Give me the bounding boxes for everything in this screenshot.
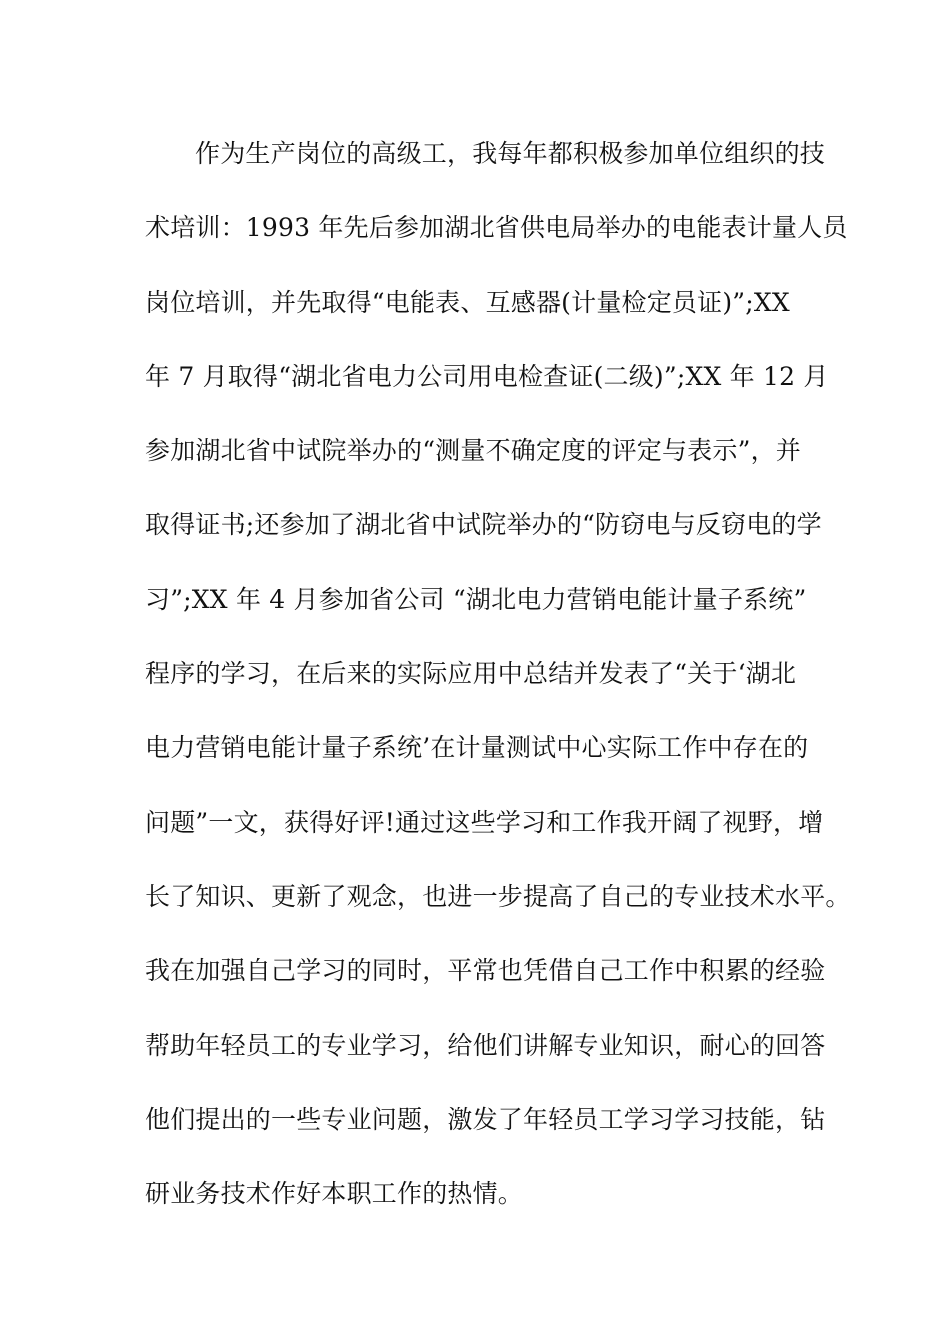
paragraph-line-15: 研业务技术作好本职工作的热情。 <box>145 1179 524 1209</box>
paragraph-line-1: 作为生产岗位的高级工，我每年都积极参加单位组织的技 <box>195 139 826 168</box>
paragraph-line-12: 我在加强自己学习的同时，平常也凭借自己工作中积累的经验 <box>145 956 826 986</box>
paragraph-line-13: 帮助年轻员工的专业学习，给他们讲解专业知识，耐心的回答 <box>145 1030 826 1060</box>
paragraph-line-8: 程序的学习，在后来的实际应用中总结并发表了“关于‘湖北 <box>145 659 797 689</box>
paragraph-line-5: 参加湖北省中试院举办的“测量不确定度的评定与表示”，并 <box>145 436 801 466</box>
paragraph-line-14: 他们提出的一些专业问题，激发了年轻员工学习学习技能，钻 <box>145 1104 826 1134</box>
paragraph-line-4: 年 7 月取得“湖北省电力公司用电检查证(二级)”;XX 年 12 月 <box>145 361 829 391</box>
paragraph-line-10: 问题”一文，获得好评!通过这些学习和工作我开阔了视野，增 <box>145 807 824 837</box>
paragraph-line-3: 岗位培训，并先取得“电能表、互感器(计量检定员证)”;XX <box>145 287 790 317</box>
paragraph-line-11: 长了知识、更新了观念，也进一步提高了自己的专业技术水平。 <box>145 881 851 911</box>
paragraph-line-2: 术培训：1993 年先后参加湖北省供电局举办的电能表计量人员 <box>145 213 848 243</box>
paragraph-line-6: 取得证书;还参加了湖北省中试院举办的“防窃电与反窃电的学 <box>145 510 822 540</box>
body-paragraph <box>145 129 851 1243</box>
paragraph-line-9: 电力营销电能计量子系统’在计量测试中心实际工作中存在的 <box>145 733 809 763</box>
paragraph-line-7: 习”;XX 年 4 月参加省公司 “湖北电力营销电能计量子系统” <box>145 584 807 614</box>
